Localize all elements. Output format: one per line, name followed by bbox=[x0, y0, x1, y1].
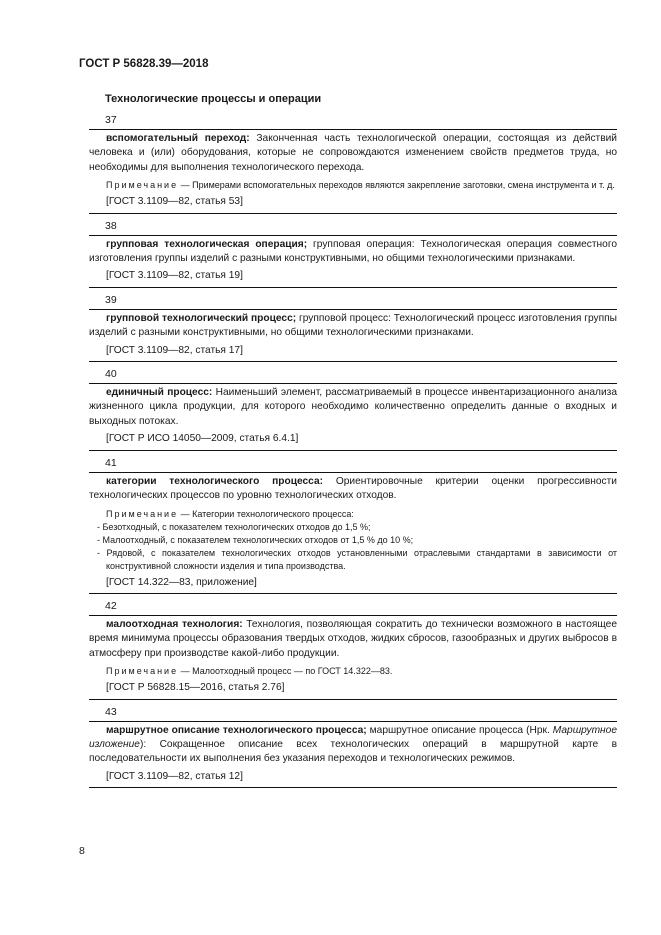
term-entry-42 bbox=[89, 598, 617, 700]
note bbox=[89, 508, 617, 573]
term-entry-39 bbox=[89, 292, 617, 362]
note bbox=[89, 179, 617, 192]
note-text: — Примерами вспомогательных переходов являются закрепление заготовки, смена инструмента и т. д. bbox=[178, 180, 615, 191]
document-code: ГОСТ Р 56828.39—2018 bbox=[79, 58, 209, 70]
definition bbox=[89, 618, 617, 661]
terms-list bbox=[89, 112, 617, 792]
term-entry-41 bbox=[89, 455, 617, 594]
note-text: — Категории технологического процесса: bbox=[178, 508, 354, 519]
entry-number: 42 bbox=[105, 599, 117, 612]
entry-box bbox=[89, 235, 617, 288]
source-reference: [ГОСТ 3.1109—82, статья 19] bbox=[106, 270, 243, 282]
entry-box bbox=[89, 472, 617, 594]
entry-number: 41 bbox=[105, 456, 117, 469]
source-reference: [ГОСТ 14.322—83, приложение] bbox=[106, 576, 257, 588]
definition-text: маршрутное описание процесса (Нрк. bbox=[366, 724, 553, 736]
note-text: — Малоотходный процесс — по ГОСТ 14.322—83. bbox=[178, 666, 393, 677]
definition-text: ): Сокращенное описание всех технологических операций в маршрутной карте в последовательности их выполнения без указания переходов и технологических режимов. bbox=[89, 738, 617, 765]
definition-text: Технология, позволяющая сократить до технически возможного в настоящее время минимума процессы образования твердых отходов, жидких сбросов, газообразных и других выбросов в атмосферу при производстве какой-либо продукции. bbox=[89, 618, 617, 659]
note-list-item: - Малоотходный, с показателем технологических отходов от 1,5 % до 10 %; bbox=[97, 534, 414, 545]
source-reference: [ГОСТ Р 56828.15—2016, статья 2.76] bbox=[106, 682, 285, 694]
term: маршрутное описание технологического процесса; bbox=[106, 724, 367, 736]
entry-number: 38 bbox=[105, 219, 117, 232]
entry-number: 39 bbox=[105, 293, 117, 306]
entry-box bbox=[89, 309, 617, 362]
entry-number: 43 bbox=[105, 705, 117, 718]
source-reference: [ГОСТ 3.1109—82, статья 53] bbox=[106, 196, 243, 208]
note-list-item: - Рядовой, с показателем технологических отходов установленными отраслевыми стандартами в зависимости от конструктивной сложности изделия и типа производства. bbox=[97, 547, 617, 571]
definition bbox=[89, 132, 617, 175]
term: единичный процесс: bbox=[106, 387, 213, 399]
note-label: Примечание bbox=[106, 180, 179, 191]
source-reference: [ГОСТ Р ИСО 14050—2009, статья 6.4.1] bbox=[106, 433, 299, 445]
note bbox=[89, 665, 617, 678]
note-list-item: - Безотходный, с показателем технологических отходов до 1,5 %; bbox=[97, 521, 371, 532]
term: групповой технологический процесс; bbox=[106, 312, 297, 324]
definition bbox=[89, 312, 617, 341]
entry-box bbox=[89, 615, 617, 700]
definition bbox=[89, 386, 617, 429]
definition-text: групповой процесс: Технологический процесс изготовления группы изделий с разными конструктивными, но общими технологическими признаками. bbox=[89, 312, 618, 339]
term: малоотходная технология: bbox=[106, 618, 243, 630]
source-reference: [ГОСТ 3.1109—82, статья 12] bbox=[106, 770, 243, 782]
term-entry-40 bbox=[89, 366, 617, 451]
definition-text: Законченная часть технологической операции, состоящая из действий человека и (или) оборудования, которые не сопровождаются изменением свойств предметов труда, но необходимы для выполнения технологического перехода. bbox=[89, 133, 617, 173]
term-entry-43 bbox=[89, 704, 617, 789]
definition bbox=[89, 238, 617, 267]
definition-text: групповая операция: Технологическая операция совместного изготовления группы изделий с разными конструктивными, но общими технологическими признаками. bbox=[89, 238, 617, 265]
section-title: Технологические процессы и операции bbox=[105, 93, 322, 105]
definition bbox=[89, 724, 617, 767]
term-entry-38 bbox=[89, 218, 617, 288]
term: групповая технологическая операция; bbox=[106, 238, 308, 250]
note-label: Примечание bbox=[106, 508, 179, 519]
entry-box bbox=[89, 383, 617, 451]
note-label: Примечание bbox=[106, 666, 179, 677]
definition-text: Ориентировочные критерии оценки прогрессивности технологических процессов по уровню технологических отходов. bbox=[89, 475, 618, 502]
term: вспомогательный переход: bbox=[106, 133, 250, 144]
definition bbox=[89, 475, 617, 504]
term: категории технологического процесса: bbox=[106, 475, 324, 487]
page-number: 8 bbox=[79, 845, 85, 857]
deprecated-term: Маршрутное изложение bbox=[89, 724, 617, 750]
entry-number: 37 bbox=[105, 114, 117, 126]
entry-box bbox=[89, 129, 617, 214]
term-entry-37 bbox=[89, 112, 617, 214]
definition-text: Наименьший элемент, рассматриваемый в процессе инвентаризационного анализа жизненного цикла продукции, для которого необходимо количественно определить данные о входных и выходных потоках. bbox=[89, 387, 617, 427]
source-reference: [ГОСТ 3.1109—82, статья 17] bbox=[106, 344, 243, 356]
entry-box bbox=[89, 721, 617, 789]
entry-number: 40 bbox=[105, 368, 117, 381]
